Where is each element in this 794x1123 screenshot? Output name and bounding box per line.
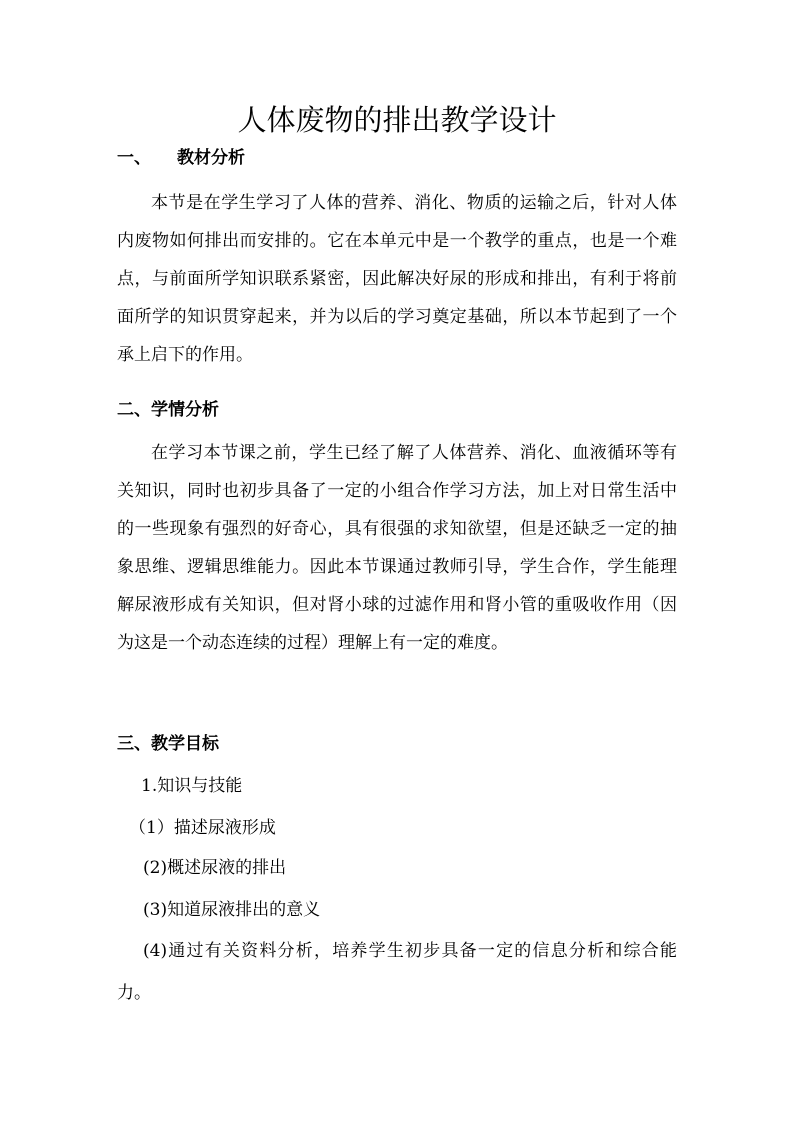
objective-item-1: 1.知识与技能 (141, 776, 243, 796)
section-number-2: 二、 (117, 400, 151, 420)
document-title: 人体废物的排出教学设计 (237, 103, 557, 137)
objective-item-4: (3)知道尿液排出的意义 (143, 900, 321, 920)
section-heading-1 (117, 146, 245, 170)
objective-item-2: （1）描述尿液形成 (129, 818, 276, 838)
section-title-2: 学情分析 (151, 400, 219, 420)
section-number-1: 一、 (117, 148, 151, 168)
section-title-1: 教材分析 (177, 148, 245, 168)
section-title-3: 教学目标 (151, 734, 219, 754)
section-number-3: 三、 (117, 734, 151, 754)
section-body-1: 本节是在学生学习了人体的营养、消化、物质的运输之后，针对人体内废物如何排出而安排的。它在本单元中是一个教学的重点，也是一个难点，与前面所学知识联系紧密，因此解决好尿的形成和排出，有利于将前面所学的知识贯穿起来，并为以后的学习奠定基础，所以本节起到了一个承上启下的作用。 (117, 193, 677, 365)
section-heading-3 (117, 732, 219, 756)
objective-item-5: (4)通过有关资料分析，培养学生初步具备一定的信息分析和综合能力。 (117, 941, 677, 1003)
objective-item-3: (2)概述尿液的排出 (143, 858, 287, 878)
section-heading-2 (117, 398, 219, 422)
section-body-2: 在学习本节课之前，学生已经了解了人体营养、消化、血液循环等有关知识，同时也初步具备了一定的小组合作学习方法，加上对日常生活中的一些现象有强烈的好奇心，具有很强的求知欲望，但是还缺乏一定的抽象思维、逻辑思维能力。因此本节课通过教师引导，学生合作，学生能理解尿液形成有关知识，但对肾小球的过滤作用和肾小管的重吸收作用（因为这是一个动态连续的过程）理解上有一定的难度。 (117, 443, 677, 653)
